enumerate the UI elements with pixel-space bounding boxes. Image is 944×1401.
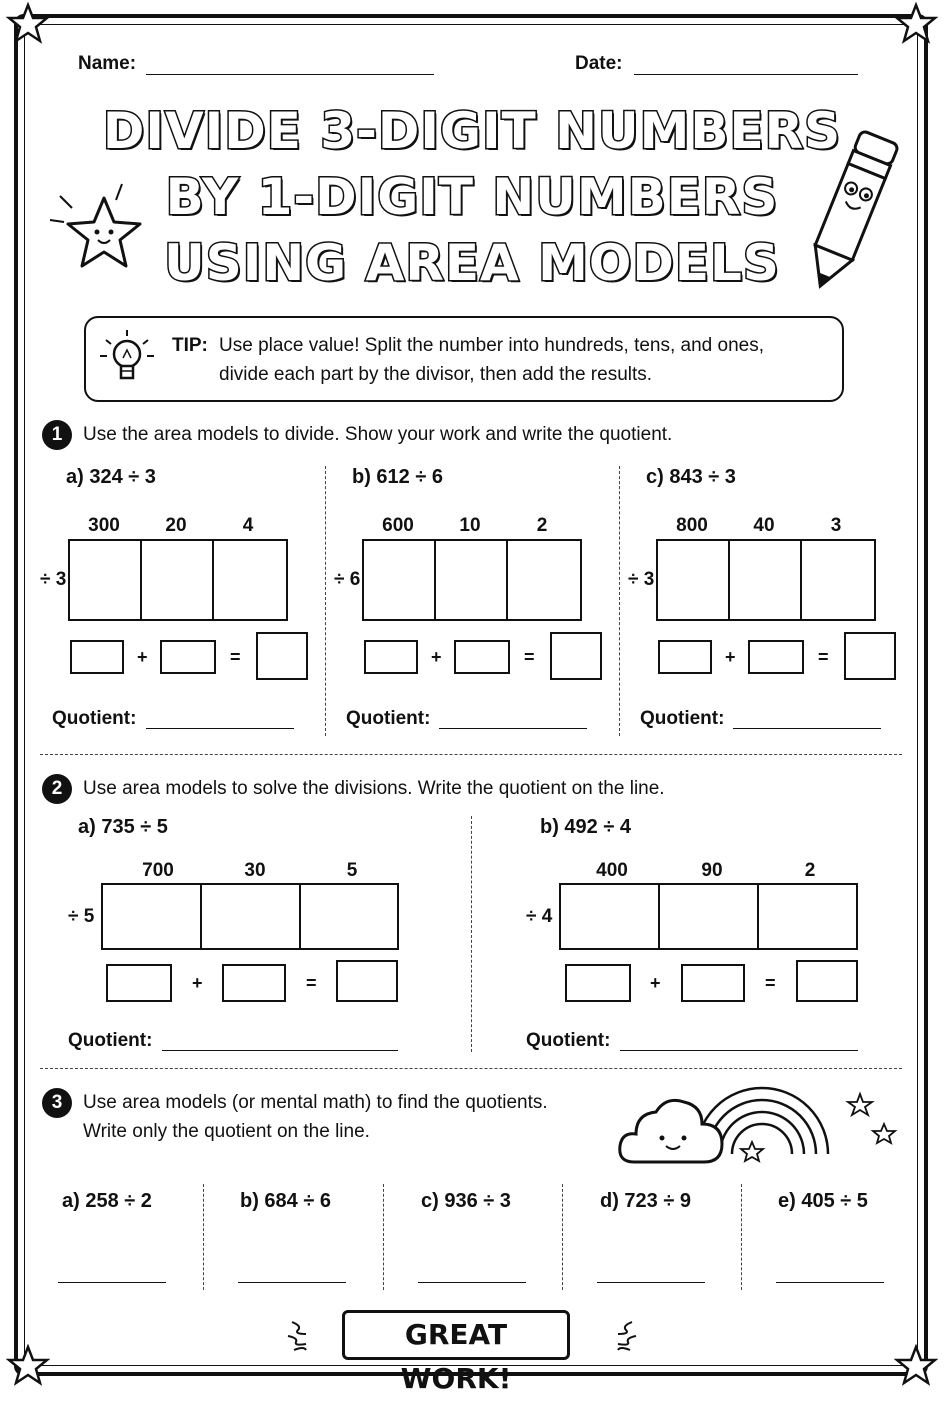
lightbulb-icon	[96, 326, 158, 392]
quotient-line[interactable]	[620, 1050, 858, 1051]
quotient-label: Quotient:	[640, 708, 725, 729]
equals-sign: =	[818, 647, 829, 667]
place-value-label: 800	[676, 515, 708, 536]
place-value-label: 4	[242, 515, 254, 536]
answer-box[interactable]	[454, 640, 510, 674]
equals-sign: =	[306, 973, 317, 993]
area-model-cell[interactable]	[800, 539, 876, 621]
area-model-cell[interactable]	[656, 539, 730, 621]
problem-label: d) 723 ÷ 9	[600, 1190, 692, 1212]
quotient-line[interactable]	[439, 728, 587, 729]
divisor-label: ÷ 4	[526, 906, 553, 927]
quotient-line[interactable]	[162, 1050, 398, 1051]
place-value-label: 2	[804, 860, 816, 881]
place-value-label: 3	[830, 515, 842, 536]
answer-box[interactable]	[565, 964, 631, 1002]
star-icon	[44, 176, 156, 286]
divisor-label: ÷ 6	[334, 569, 361, 590]
problem-label: c) 843 ÷ 3	[646, 466, 736, 488]
area-model-cell[interactable]	[559, 883, 660, 950]
area-model-cell[interactable]	[506, 539, 582, 621]
section-1-instruction: Use the area models to divide. Show your work and write the quotient.	[83, 424, 673, 445]
place-value-label: 700	[142, 860, 174, 881]
problem-label: c) 936 ÷ 3	[421, 1190, 511, 1212]
answer-box[interactable]	[222, 964, 286, 1002]
divider	[471, 816, 472, 1052]
corner-star-icon	[894, 2, 938, 46]
answer-box[interactable]	[256, 632, 308, 680]
problem-label: e) 405 ÷ 5	[778, 1190, 868, 1212]
tip-box	[84, 316, 844, 402]
title-line-2: BY 1-DIGIT NUMBERS	[165, 168, 779, 226]
area-model-cell[interactable]	[434, 539, 508, 621]
tip-line-1: Use place value! Split the number into hundreds, tens, and ones,	[219, 335, 765, 356]
burst-lines-icon	[284, 1316, 334, 1356]
problem-label: a) 258 ÷ 2	[62, 1190, 152, 1212]
answer-box[interactable]	[550, 632, 602, 680]
place-value-label: 90	[701, 860, 723, 881]
corner-star-icon	[894, 1344, 938, 1388]
area-model-cell[interactable]	[658, 883, 759, 950]
area-model-cell[interactable]	[200, 883, 301, 950]
answer-box[interactable]	[364, 640, 418, 674]
plus-sign: +	[431, 647, 442, 667]
place-value-label: 30	[244, 860, 266, 881]
section-3-number: 3	[42, 1088, 72, 1118]
area-model-cell[interactable]	[101, 883, 202, 950]
divider	[619, 466, 620, 736]
quotient-line[interactable]	[238, 1282, 346, 1283]
problem-label: a) 324 ÷ 3	[66, 466, 156, 488]
area-model-cell[interactable]	[68, 539, 142, 621]
divider	[325, 466, 326, 736]
problem-label: b) 612 ÷ 6	[352, 466, 444, 488]
plus-sign: +	[137, 647, 148, 667]
area-model-cell[interactable]	[757, 883, 858, 950]
equals-sign: =	[230, 647, 241, 667]
section-divider	[40, 1068, 902, 1069]
title-line-3: USING AREA MODELS	[164, 234, 780, 292]
pencil-icon	[796, 120, 906, 300]
plus-sign: +	[192, 973, 203, 993]
place-value-label: 40	[753, 515, 775, 536]
place-value-label: 400	[596, 860, 628, 881]
corner-star-icon	[6, 2, 50, 46]
answer-box[interactable]	[336, 960, 398, 1002]
quotient-line[interactable]	[146, 728, 294, 729]
date-label: Date:	[575, 53, 623, 74]
section-divider	[40, 754, 902, 755]
section-3-instruction-line-1: Use area models (or mental math) to find the quotients.	[83, 1092, 548, 1113]
equals-sign: =	[524, 647, 535, 667]
answer-box[interactable]	[658, 640, 712, 674]
quotient-line[interactable]	[418, 1282, 526, 1283]
answer-box[interactable]	[160, 640, 216, 674]
answer-box[interactable]	[796, 960, 858, 1002]
place-value-label: 20	[165, 515, 187, 536]
quotient-line[interactable]	[733, 728, 881, 729]
section-2-instruction: Use area models to solve the divisions. Write the quotient on the line.	[83, 778, 665, 799]
answer-box[interactable]	[106, 964, 172, 1002]
plus-sign: +	[650, 973, 661, 993]
plus-sign: +	[725, 647, 736, 667]
place-value-label: 300	[88, 515, 120, 536]
divider	[383, 1184, 384, 1290]
tip-label: TIP:	[172, 335, 208, 356]
place-value-label: 5	[346, 860, 358, 881]
area-model-cell[interactable]	[728, 539, 802, 621]
quotient-label: Quotient:	[346, 708, 431, 729]
great-work-banner: GREAT WORK!	[342, 1310, 570, 1360]
quotient-label: Quotient:	[68, 1030, 153, 1051]
quotient-label: Quotient:	[52, 708, 137, 729]
divider	[203, 1184, 204, 1290]
equals-sign: =	[765, 973, 776, 993]
place-value-label: 2	[536, 515, 548, 536]
divisor-label: ÷ 3	[628, 569, 655, 590]
answer-box[interactable]	[748, 640, 804, 674]
burst-lines-icon	[590, 1316, 640, 1356]
cloud-icon	[614, 1088, 730, 1170]
place-value-label: 600	[382, 515, 414, 536]
area-model-cell[interactable]	[362, 539, 436, 621]
area-model-cell[interactable]	[212, 539, 288, 621]
divisor-label: ÷ 5	[68, 906, 95, 927]
tip-line-2: divide each part by the divisor, then add the results.	[219, 364, 653, 385]
problem-label: b) 684 ÷ 6	[240, 1190, 332, 1212]
answer-box[interactable]	[844, 632, 896, 680]
divider	[562, 1184, 563, 1290]
problem-label: a) 735 ÷ 5	[78, 816, 168, 838]
area-model-cell[interactable]	[140, 539, 214, 621]
quotient-line[interactable]	[776, 1282, 884, 1283]
answer-box[interactable]	[681, 964, 745, 1002]
quotient-line[interactable]	[597, 1282, 705, 1283]
area-model-cell[interactable]	[299, 883, 399, 950]
divider	[741, 1184, 742, 1290]
divisor-label: ÷ 3	[40, 569, 67, 590]
answer-box[interactable]	[70, 640, 124, 674]
section-3-instruction-line-2: Write only the quotient on the line.	[83, 1121, 370, 1142]
problem-label: b) 492 ÷ 4	[540, 816, 632, 838]
quotient-line[interactable]	[58, 1282, 166, 1283]
title-line-1: DIVIDE 3-DIGIT NUMBERS	[102, 102, 842, 160]
place-value-label: 10	[459, 515, 481, 536]
corner-star-icon	[6, 1344, 50, 1388]
quotient-label: Quotient:	[526, 1030, 611, 1051]
name-label: Name:	[78, 53, 137, 74]
section-1-number: 1	[42, 420, 72, 450]
section-2-number: 2	[42, 774, 72, 804]
name-field[interactable]	[146, 74, 434, 75]
date-field[interactable]	[634, 74, 858, 75]
